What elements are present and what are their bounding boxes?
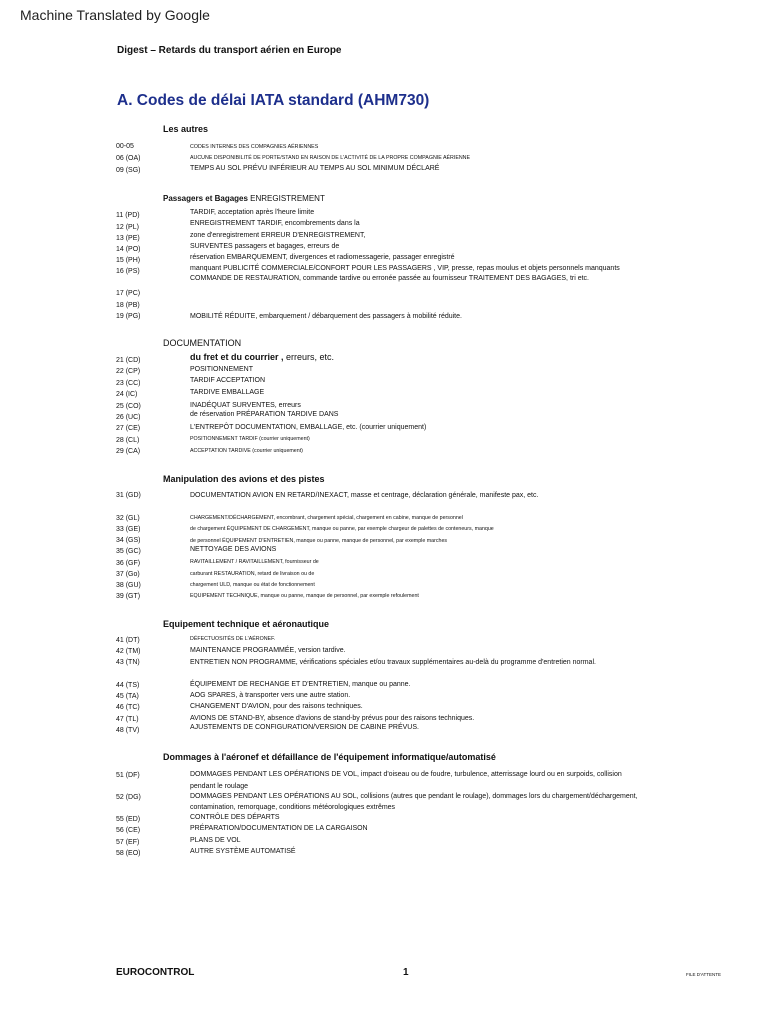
delay-code: 18 (PB): [116, 302, 140, 309]
page-title: A. Codes de délai IATA standard (AHM730): [117, 92, 430, 109]
delay-code: 14 (PO): [116, 246, 141, 253]
delay-code: 00-05: [116, 143, 134, 150]
delay-description: réservation EMBARQUEMENT, divergences et radiomessagerie, passager enregistré: [190, 254, 455, 261]
delay-code: 52 (DG): [116, 794, 141, 801]
section-heading-passagers-rest: ENREGISTREMENT: [247, 194, 325, 203]
delay-code: 43 (TN): [116, 659, 140, 666]
delay-description: ACCEPTATION TARDIVE (courrier uniquement): [190, 448, 303, 454]
delay-code: 26 (UC): [116, 414, 141, 421]
delay-description: AVIONS DE STAND-BY, absence d'avions de stand-by prévus pour des raisons techniques.: [190, 715, 475, 722]
delay-code: 24 (IC): [116, 391, 138, 398]
delay-description: carburant RESTAURATION, retard de livraison ou de: [190, 571, 315, 577]
delay-description: PRÉPARATION/DOCUMENTATION DE LA CARGAISON: [190, 825, 368, 832]
delay-description: AUCUNE DISPONIBILITÉ DE PORTE/STAND EN RAISON DE L'ACTIVITÉ DE LA PROPRE COMPAGNIE AÉRIENNE: [190, 155, 471, 161]
delay-code: 28 (CL): [116, 437, 140, 444]
delay-code: 46 (TC): [116, 704, 140, 711]
delay-description: PLANS DE VOL: [190, 837, 241, 844]
delay-code: 15 (PH): [116, 257, 141, 264]
delay-code: 41 (DT): [116, 637, 140, 644]
delay-description: DOMMAGES PENDANT LES OPÉRATIONS AU SOL, collisions (autres que pendant le roulage), dommages lors du chargement/déchargement,: [190, 793, 638, 800]
delay-code: 29 (CA): [116, 448, 141, 455]
delay-code: 32 (GL): [116, 515, 140, 522]
delay-description: EQUIPEMENT TECHNIQUE, manque ou panne, manque de personnel, par exemple refoulement: [190, 593, 419, 599]
section-heading-passagers: [163, 194, 325, 203]
footer-organization: EUROCONTROL: [116, 967, 195, 978]
delay-code: 09 (SG): [116, 167, 141, 174]
delay-description: DÉFECTUOSITÉS DE L'AÉRONEF.: [190, 636, 276, 642]
delay-description: AJUSTEMENTS DE CONFIGURATION/VERSION DE CABINE PRÉVUS.: [190, 724, 419, 731]
section-heading-equipement: Equipement technique et aéronautique: [163, 619, 330, 629]
delay-description: TARDIVE EMBALLAGE: [190, 389, 265, 396]
delay-code: 06 (OA): [116, 155, 141, 162]
delay-code: 48 (TV): [116, 727, 140, 734]
delay-code: 16 (PS): [116, 268, 140, 275]
delay-code: 19 (PG): [116, 313, 141, 320]
delay-code: 11 (PD): [116, 212, 140, 219]
delay-description: de réservation PRÉPARATION TARDIVE DANS: [190, 411, 339, 418]
delay-code: 37 (Go): [116, 571, 140, 578]
delay-description: ÉQUIPEMENT DE RECHANGE ET D'ENTRETIEN, manque ou panne.: [190, 681, 411, 688]
section-heading-documentation: DOCUMENTATION: [163, 338, 242, 348]
delay-description: zone d'enregistrement ERREUR D'ENREGISTREMENT,: [190, 232, 366, 239]
section-heading-fret-bold: du fret et du courrier ,: [190, 352, 284, 362]
delay-code: 12 (PL): [116, 224, 139, 231]
section-heading-passagers-bold: Passagers et Bagages: [163, 194, 248, 203]
delay-description: AUTRE SYSTÈME AUTOMATISÉ: [190, 848, 296, 855]
delay-description: MAINTENANCE PROGRAMMÉE, version tardive.: [190, 647, 346, 654]
delay-code: 31 (GD): [116, 492, 141, 499]
delay-description: contamination, remorquage, conditions météorologiques extrêmes: [190, 804, 396, 811]
delay-description: de chargement ÉQUIPEMENT DE CHARGEMENT, manque ou panne, par exemple chargeur de palettes de conteneurs, manque: [190, 526, 494, 532]
delay-code: 42 (TM): [116, 648, 141, 655]
delay-code: 35 (GC): [116, 548, 141, 555]
delay-description: COMMANDE DE RESTAURATION, commande tardive ou erronée passée au fournisseur TRAITEMENT DES BAGAGES, tri etc.: [190, 275, 589, 282]
delay-code: 36 (GF): [116, 560, 141, 567]
delay-code: 23 (CC): [116, 380, 141, 387]
delay-code: 21 (CD): [116, 357, 141, 364]
delay-description: ENREGISTREMENT TARDIF, encombrements dans la: [190, 220, 360, 227]
footer-note: FILE D'ATTENTE: [686, 972, 722, 977]
section-heading-fret-rest: erreurs, etc.: [283, 352, 335, 362]
document-header: Digest – Retards du transport aérien en Europe: [117, 45, 342, 56]
delay-description: POSITIONNEMENT TARDIF (courrier uniquement): [190, 436, 310, 442]
delay-description: NETTOYAGE DES AVIONS: [190, 546, 277, 553]
delay-description: DOCUMENTATION AVION EN RETARD/INEXACT, masse et centrage, déclaration générale, manifeste pax, etc.: [190, 492, 539, 499]
delay-code: 22 (CP): [116, 368, 141, 375]
delay-description: chargement ULD, manque ou état de fonctionnement: [190, 582, 315, 588]
delay-description: MOBILITÉ RÉDUITE, embarquement / débarquement des passagers à mobilité réduite.: [190, 313, 462, 320]
delay-description: de personnel ÉQUIPEMENT D'ENTRETIEN, manque ou panne, manque de personnel, par exemple marches: [190, 538, 448, 544]
delay-description: TARDIF, acceptation après l'heure limite: [190, 209, 315, 216]
delay-code: 39 (GT): [116, 593, 141, 600]
delay-code: 13 (PE): [116, 235, 140, 242]
section-heading-autres: Les autres: [163, 124, 209, 134]
delay-description: RAVITAILLEMENT / RAVITAILLEMENT, fournisseur de: [190, 559, 319, 565]
delay-description: DOMMAGES PENDANT LES OPÉRATIONS DE VOL, impact d'oiseau ou de foudre, turbulence, atterrissage lourd ou en surpoids, collision: [190, 771, 622, 778]
delay-description: manquant PUBLICITÉ COMMERCIALE/CONFORT POUR LES PASSAGERS , VIP, presse, repas moulus et objets personnels manquants: [190, 265, 620, 272]
delay-description: pendant le roulage: [190, 783, 248, 790]
delay-description: CONTRÔLE DES DÉPARTS: [190, 814, 280, 821]
section-heading-manipulation: Manipulation des avions et des pistes: [163, 474, 325, 484]
delay-code: 34 (GS): [116, 537, 141, 544]
delay-code: 27 (CE): [116, 425, 141, 432]
delay-description: SURVENTES passagers et bagages, erreurs de: [190, 243, 340, 250]
delay-description: POSITIONNEMENT: [190, 366, 254, 373]
delay-description: CHARGEMENT/DÉCHARGEMENT, encombrant, chargement spécial, chargement en cabine, manque de personnel: [190, 515, 463, 521]
delay-code: 51 (DF): [116, 772, 140, 779]
delay-code: 25 (CO): [116, 403, 141, 410]
delay-code: 56 (CE): [116, 827, 141, 834]
delay-code: 55 (ED): [116, 816, 141, 823]
delay-description: CODES INTERNES DES COMPAGNIES AÉRIENNES: [190, 144, 319, 150]
section-heading-dommages: Dommages à l'aéronef et défaillance de l'équipement informatique/automatisé: [163, 752, 496, 762]
delay-code: 38 (GU): [116, 582, 141, 589]
delay-code: 57 (EF): [116, 839, 140, 846]
delay-description: TEMPS AU SOL PRÉVU INFÉRIEUR AU TEMPS AU SOL MINIMUM DÉCLARÉ: [190, 165, 440, 172]
delay-description: AOG SPARES, à transporter vers une autre station.: [190, 692, 351, 699]
machine-translation-banner: Machine Translated by Google: [20, 7, 210, 23]
delay-description: TARDIF ACCEPTATION: [190, 377, 266, 384]
section-heading-fret: [190, 352, 334, 362]
delay-code: 33 (GE): [116, 526, 141, 533]
delay-description: ENTRETIEN NON PROGRAMME, vérifications spéciales et/ou travaux supplémentaires au-delà du programme d'entretien normal.: [190, 659, 596, 666]
delay-description: L'ENTREPÔT DOCUMENTATION, EMBALLAGE, etc. (courrier uniquement): [190, 424, 427, 431]
delay-code: 47 (TL): [116, 716, 139, 723]
delay-code: 45 (TA): [116, 693, 139, 700]
delay-code: 17 (PC): [116, 290, 141, 297]
page-number: 1: [403, 967, 409, 978]
delay-code: 44 (TS): [116, 682, 140, 689]
delay-description: CHANGEMENT D'AVION, pour des raisons techniques.: [190, 703, 363, 710]
delay-description: INADÉQUAT SURVENTES, erreurs: [190, 402, 301, 409]
delay-code: 58 (EO): [116, 850, 141, 857]
